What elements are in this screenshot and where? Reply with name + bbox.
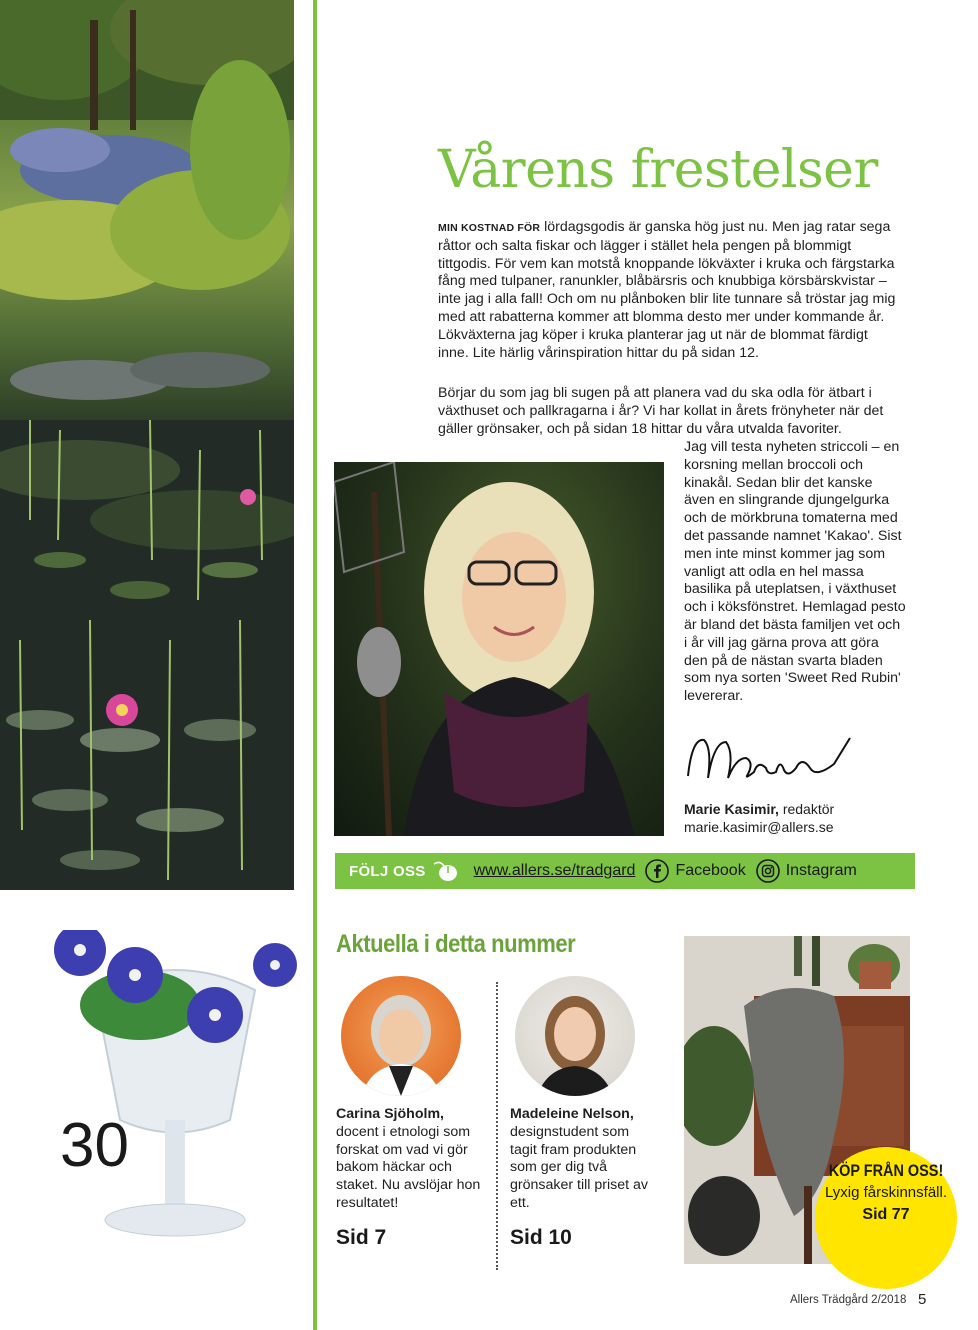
- person-description: designstudent som tagit fram produkten som ger dig två grönsaker till priset av ett.: [510, 1123, 648, 1211]
- facebook-icon[interactable]: [645, 859, 669, 883]
- avatar-carina-illustration: [341, 976, 461, 1096]
- avatar-madeleine-illustration: [515, 976, 635, 1096]
- badge-page-reference: Sid 77: [862, 1206, 910, 1223]
- page-title: Vårens frestelser: [438, 140, 878, 200]
- vertical-green-rule: [313, 0, 317, 1330]
- computer-mouse-icon: [432, 860, 458, 882]
- website-link[interactable]: www.allers.se/tradgard: [473, 862, 636, 879]
- facebook-link[interactable]: Facebook: [675, 862, 746, 879]
- lead-in: MIN KOSTNAD FÖR: [438, 222, 541, 234]
- editor-signature: [684, 728, 854, 788]
- person-description: docent i etnologi som forskat om vad vi gör bakom häckar och staket. Nu avslöjar hon resultatet!: [336, 1123, 481, 1211]
- follow-us-label: FÖLJ OSS: [349, 862, 426, 880]
- featured-person-2: [510, 1106, 658, 1213]
- editor-portrait-photo: [334, 462, 664, 836]
- badge-title: KÖP FRÅN OSS!: [828, 1161, 944, 1180]
- editor-role: redaktör: [778, 801, 835, 817]
- instagram-icon[interactable]: [756, 859, 780, 883]
- person-name: Madeleine Nelson,: [510, 1106, 634, 1122]
- avatar: [515, 976, 635, 1096]
- badge-description: Lyxig fårskinnsfäll.: [825, 1184, 947, 1201]
- buy-from-us-badge[interactable]: [815, 1147, 957, 1289]
- column-divider: [496, 982, 498, 1270]
- editor-byline: [684, 800, 834, 836]
- featured-section-title: Aktuella i detta nummer: [336, 930, 576, 958]
- intro-paragraph-2: Börjar du som jag bli sugen på att planera vad du ska odla för ätbart i växthuset och pallkragarna i år? Vi har kollat in årets frönyheter när det gäller grönsaker, och på sidan 18 hittar du våra utvalda favoriter.: [438, 385, 884, 437]
- instagram-link[interactable]: Instagram: [785, 862, 857, 879]
- person-name: Carina Sjöholm,: [336, 1106, 444, 1122]
- page-reference-2: Sid 10: [510, 1226, 572, 1249]
- intro-text-1: lördagsgodis är ganska hög just nu. Men jag ratar sega råttor och salta fiskar och lägger i stället hela pengen på blommigt tittgodis. För vem kan motstå knoppande lökväxter i kruka och färgstarka fång med tulpaner, ranunkler, blåbärsris och knubbiga körsbärskvistar – inte jag i alla fall! Och om nu plånboken blir lite tunnare så tröstar jag mig med att rabatterna kommer att blomma desto mer under kommande år. Lökväxterna jag köper i kruka planterar jag ut när de blommat färdigt inne. Lite härlig vårinspiration hittar du på sidan 12.: [438, 219, 896, 361]
- avatar: [341, 976, 461, 1096]
- intro-paragraph-1: [438, 219, 900, 362]
- editor-email[interactable]: marie.kasimir@allers.se: [684, 819, 834, 835]
- page-number: 5: [918, 1291, 927, 1308]
- editor-name: Marie Kasimir,: [684, 801, 779, 817]
- featured-person-1: [336, 1106, 484, 1213]
- magazine-issue: Allers Trädgård 2/2018: [790, 1294, 907, 1306]
- page-reference-1: Sid 7: [336, 1226, 387, 1249]
- follow-us-bar: [335, 853, 915, 889]
- garden-pond-photo: [0, 0, 294, 890]
- teaser-page-number: 30: [60, 1111, 129, 1180]
- hepatica-glass-photo: [40, 930, 310, 1260]
- editor-portrait-illustration: [334, 462, 664, 836]
- intro-paragraph-3: Jag vill testa nyheten striccoli – en korsning mellan broccoli och kinakål. Sedan blir det kanske även en slingrande djungelgurka och de mörkbruna tomaterna med det passande namnet 'Kakao'. Sist men inte minst kommer jag som vanligt att odla en hel massa basilika på uteplatsen, i växthuset och i köksfönstret. Hemlagad pesto är bland det bästa familjen vet och i år vill jag gärna prova att göra den på de nästan svarta bladen som nya sorten 'Sweet Red Rubin' levererar.: [684, 439, 906, 705]
- garden-illustration: [0, 0, 294, 890]
